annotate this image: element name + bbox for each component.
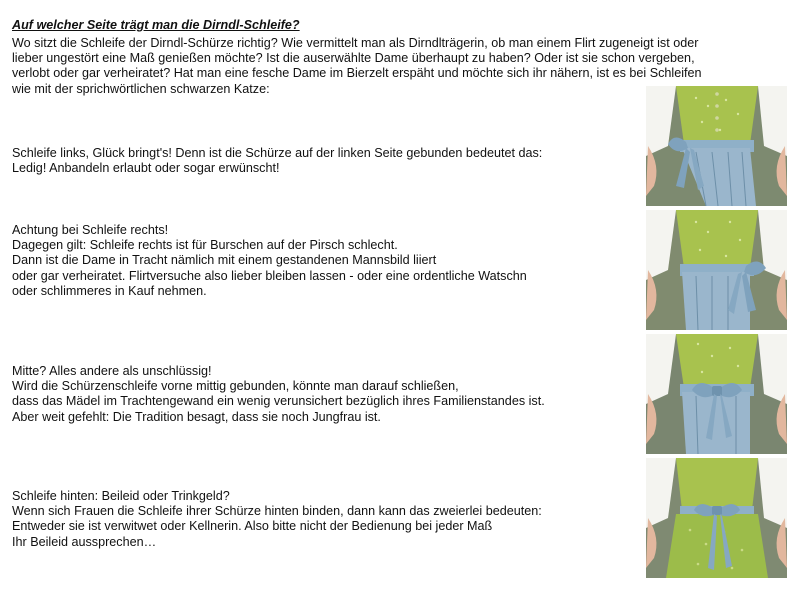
section-right-bow — [12, 223, 527, 299]
section-line: Entweder sie ist verwitwet oder Kellnerin. Also bitte nicht der Bedienung bei jeder Maß — [12, 519, 493, 534]
page-title: Auf welcher Seite trägt man die Dirndl-Schleife? — [12, 18, 300, 32]
intro-line: verlobt oder gar verheiratet? Hat man eine fesche Dame im Bierzelt erspäht und möchte sich ihr nähern, ist es bei Schleifen — [12, 66, 702, 81]
section-line: oder gar verheiratet. Flirtversuche also lieber bleiben lassen - oder eine ordentliche Watschn — [12, 268, 527, 283]
section-line: Ledig! Anbandeln erlaubt oder sogar erwünscht! — [12, 161, 280, 176]
section-line: Schleife links, Glück bringt's! Denn ist die Schürze auf der linken Seite gebunden bedeutet das: — [12, 146, 543, 160]
section-line: Dann ist die Dame in Tracht nämlich mit einem gestandenen Mannsbild liiert — [12, 253, 437, 268]
intro-line: Wo sitzt die Schleife der Dirndl-Schürze richtig? Wie vermittelt man als Dirndlträgerin, ob man einem Flirt zugeneigt ist oder — [12, 36, 699, 50]
dirndl-bow-center-photo — [646, 334, 787, 454]
dirndl-bow-back-photo — [646, 458, 787, 578]
section-line: Achtung bei Schleife rechts! — [12, 223, 169, 237]
section-line: Schleife hinten: Beileid oder Trinkgeld? — [12, 489, 230, 503]
section-back-bow — [12, 489, 542, 550]
dirndl-bow-right-icon — [646, 210, 787, 330]
section-line: dass das Mädel im Trachtengewand ein wenig verunsichert bezüglich ihres Familienstandes ist. — [12, 394, 545, 409]
section-line: Ihr Beileid aussprechen… — [12, 534, 157, 549]
section-line: Mitte? Alles andere als unschlüssig! — [12, 364, 212, 378]
dirndl-bow-left-icon — [646, 86, 787, 206]
intro-line: lieber ungestört eine Maß genießen möchte? Ist die auserwählte Dame überhaupt zu haben? Oder ist sie schon vergeben, — [12, 51, 695, 66]
dirndl-bow-back-icon — [646, 458, 787, 578]
section-line: oder schlimmeres in Kauf nehmen. — [12, 283, 207, 298]
section-line: Wenn sich Frauen die Schleife ihrer Schürze hinten binden, dann kann das zweierlei bedeuten: — [12, 504, 542, 519]
dirndl-bow-center-icon — [646, 334, 787, 454]
dirndl-bow-left-photo — [646, 86, 787, 206]
section-line: Dagegen gilt: Schleife rechts ist für Burschen auf der Pirsch schlecht. — [12, 238, 398, 253]
section-line: Aber weit gefehlt: Die Tradition besagt, dass sie noch Jungfrau ist. — [12, 409, 381, 424]
intro-paragraph — [12, 36, 702, 97]
section-line: Wird die Schürzenschleife vorne mittig gebunden, könnte man darauf schließen, — [12, 379, 459, 394]
dirndl-bow-right-photo — [646, 210, 787, 330]
section-left-bow — [12, 146, 542, 176]
intro-line: wie mit der sprichwörtlichen schwarzen Katze: — [12, 81, 270, 96]
section-center-bow — [12, 364, 545, 425]
